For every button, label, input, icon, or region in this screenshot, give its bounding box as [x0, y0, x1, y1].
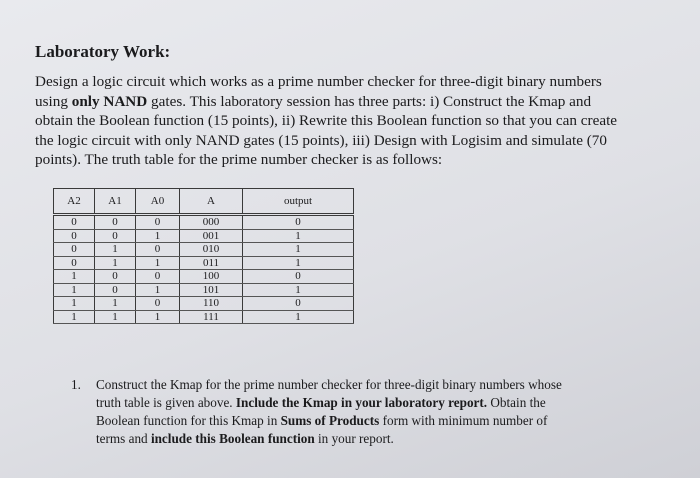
cell-a2: 1 — [54, 283, 95, 297]
cell-a1: 0 — [95, 283, 136, 297]
cell-a0: 0 — [136, 243, 180, 257]
table-row — [54, 229, 354, 243]
question-line: Boolean function for this Kmap in Sums of Products form with minimum number of — [96, 413, 548, 428]
cell-output: 1 — [243, 229, 354, 243]
table-row — [54, 310, 354, 324]
cell-a: 011 — [180, 256, 243, 270]
header-a: A — [180, 189, 243, 215]
paragraph-line: obtain the Boolean function (15 points), ii) Rewrite this Boolean function so that you can create — [35, 112, 618, 129]
table-row — [54, 215, 354, 230]
table-row — [54, 283, 354, 297]
bold-emphasis: include this Boolean function — [150, 431, 315, 446]
cell-output: 1 — [243, 310, 354, 324]
cell-a2: 0 — [54, 215, 95, 230]
cell-a: 010 — [180, 243, 243, 257]
question-number: 1. — [71, 377, 81, 392]
cell-output: 0 — [243, 297, 354, 311]
paragraph-line: using only NAND gates. This laboratory session has three parts: i) Construct the Kmap and — [35, 92, 592, 110]
cell-a2: 0 — [54, 229, 95, 243]
header-a2: A2 — [54, 189, 95, 215]
question-line: Construct the Kmap for the prime number checker for three-digit binary numbers whose — [96, 377, 562, 392]
cell-a1: 1 — [95, 243, 136, 257]
table-row — [54, 297, 354, 311]
cell-a0: 1 — [136, 283, 180, 297]
table-row — [54, 256, 354, 270]
cell-a0: 0 — [136, 297, 180, 311]
cell-a: 000 — [180, 215, 243, 230]
question-line: truth table is given above. Include the Kmap in your laboratory report. Obtain the — [96, 395, 546, 410]
bold-emphasis: Include the Kmap in your laboratory report. — [235, 395, 488, 410]
question-line: terms and include this Boolean function in your report. — [96, 431, 394, 446]
cell-output: 1 — [243, 283, 354, 297]
question-text — [96, 376, 674, 448]
table-row — [54, 243, 354, 257]
cell-a1: 0 — [95, 270, 136, 284]
cell-a2: 1 — [54, 270, 95, 284]
cell-a1: 0 — [95, 229, 136, 243]
cell-a: 101 — [180, 283, 243, 297]
page-heading: Laboratory Work: — [35, 42, 171, 61]
cell-a2: 0 — [54, 243, 95, 257]
cell-a1: 0 — [95, 215, 136, 230]
paragraph-line: the logic circuit with only NAND gates (15 points), iii) Design with Logisim and simulate (70 — [35, 131, 607, 149]
header-a1: A1 — [95, 189, 136, 215]
cell-a0: 1 — [136, 229, 180, 243]
cell-a1: 1 — [95, 256, 136, 270]
cell-output: 0 — [243, 215, 354, 230]
cell-output: 0 — [243, 270, 354, 284]
truth-table — [53, 188, 354, 324]
cell-a2: 1 — [54, 297, 95, 311]
cell-a2: 1 — [54, 310, 95, 324]
cell-a: 100 — [180, 270, 243, 284]
cell-a: 110 — [180, 297, 243, 311]
header-a0: A0 — [136, 189, 180, 215]
paragraph-line: Design a logic circuit which works as a prime number checker for three-digit binary numbers — [35, 73, 602, 90]
header-output: output — [243, 189, 354, 215]
table-row — [54, 270, 354, 284]
cell-a0: 0 — [136, 215, 180, 230]
cell-a0: 1 — [136, 256, 180, 270]
bold-emphasis: only NAND — [71, 92, 148, 110]
cell-a: 111 — [180, 310, 243, 324]
cell-a0: 0 — [136, 270, 180, 284]
cell-a1: 1 — [95, 310, 136, 324]
cell-output: 1 — [243, 243, 354, 257]
cell-a: 001 — [180, 229, 243, 243]
cell-a0: 1 — [136, 310, 180, 324]
question-1 — [71, 376, 674, 448]
truth-table-body — [54, 215, 354, 324]
paragraph-line: points). The truth table for the prime number checker is as follows: — [35, 151, 443, 168]
cell-output: 1 — [243, 256, 354, 270]
cell-a1: 1 — [95, 297, 136, 311]
cell-a2: 0 — [54, 256, 95, 270]
instructions-paragraph — [35, 72, 675, 170]
truth-table-header-row — [54, 189, 354, 215]
bold-emphasis: Sums of Products — [280, 413, 380, 428]
